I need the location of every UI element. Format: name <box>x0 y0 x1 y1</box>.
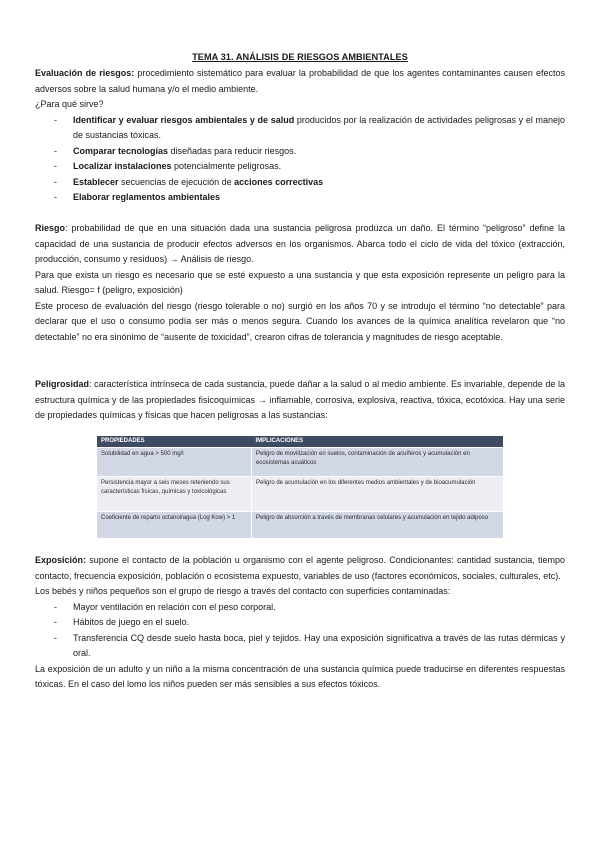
exposicion-term: Exposición: <box>35 555 87 565</box>
table-cell: Peligro de absorción a través de membranas celulares y acumulación en tejido adiposo <box>252 512 504 539</box>
exposicion-list <box>35 600 565 662</box>
riesgo-paragraph-2: Para que exista un riesgo es necesario que se esté expuesto a una sustancia y que esta exposición represente un peligro para la salud. Riesgo= f (peligro, exposición) <box>35 269 565 295</box>
table-cell: Persistencia mayor a seis meses reteniendo sus características físicas, químicas y toxicológicas <box>97 477 252 512</box>
exposicion-paragraph-3: La exposición de un adulto y un niño a la misma concentración de una sustancia química puede traducirse en diferentes respuestas tóxicas. En el caso del lomo los niños pueden ser más sensibles a sus efectos tóxicos. <box>35 663 565 689</box>
properties-table <box>97 436 503 538</box>
list-item: - Identificar y evaluar riesgos ambientales y de salud producidos por la realización de actividades peligrosas y el manejo de sustancias tóxicas. <box>54 114 566 140</box>
evaluacion-definition: procedimiento sistemático para evaluar la probabilidad de que los agentes contaminantes causen efectos adversos sobre la salud humana y/o el medio ambiente. <box>35 68 565 94</box>
section-exposicion <box>35 553 565 693</box>
table-header-propiedades: PROPIEDADES <box>97 436 252 448</box>
table-row <box>97 477 503 512</box>
exposicion-paragraph-1: Exposición: supone el contacto de la población u organismo con el agente peligroso. Condicionantes: cantidad sustancia, tiempo contacto, frecuencia exposición, población o ecosistema expuesto, variables de uso (factores económicos, sociales, culturales, etc). <box>35 555 565 581</box>
section-evaluacion <box>35 66 565 206</box>
list-item: - Localizar instalaciones potencialmente peligrosas. <box>54 161 282 171</box>
riesgo-term: Riesgo <box>35 223 66 233</box>
evaluacion-question: ¿Para qué sirve? <box>35 99 104 109</box>
peligrosidad-paragraph: Peligrosidad: característica intrínseca de cada sustancia, puede dañar a la salud o al medio ambiente. Es invariable, depende de la estructura química y de las propiedades fisicoquímicas → inflamable, corrosiva, explosiva, reactiva, tóxica, ecotóxica. Hay una serie de propiedades químicas y físicas que hacen peligrosas a las sustancias: <box>35 379 565 420</box>
table-cell: Solubilidad en agua > 500 mg/l <box>97 448 252 477</box>
table-cell: Coeficiente de reparto octanol/agua (Log Kow) > 1 <box>97 512 252 539</box>
peligrosidad-term: Peligrosidad <box>35 379 90 389</box>
evaluacion-paragraph: Evaluación de riesgos: procedimiento sistemático para evaluar la probabilidad de que los agentes contaminantes causen efectos adversos sobre la salud humana y/o el medio ambiente. <box>35 68 565 94</box>
table-cell: Peligro de movilización en suelos, contaminación de acuíferos y acumulación en ecosistemas acuáticos <box>252 448 504 477</box>
list-item: - Transferencia CQ desde suelo hasta boca, piel y tejidos. Hay una exposición significativa a través de las rutas dérmicas y oral. <box>54 632 565 658</box>
list-item: - Mayor ventilación en relación con el peso corporal. <box>54 601 276 612</box>
table-row <box>97 448 503 477</box>
table-cell: Peligro de acumulación en los diferentes medios ambientales y de bioacumulación <box>252 477 504 512</box>
table-header-implicaciones: IMPLICACIONES <box>252 436 504 448</box>
section-riesgo <box>35 221 565 345</box>
evaluacion-term: Evaluación de riesgos <box>35 68 132 78</box>
section-peligrosidad <box>35 377 565 424</box>
page-title: TEMA 31. ANÁLISIS DE RIESGOS AMBIENTALES <box>192 52 408 62</box>
list-item: - Establecer secuencias de ejecución de acciones correctivas <box>54 176 324 187</box>
list-item: - Elaborar reglamentos ambientales <box>54 192 221 202</box>
riesgo-paragraph-1: Riesgo: probabilidad de que en una situación dada una sustancia peligrosa produzca un daño. El término “peligroso” define la capacidad de una sustancia de producir efectos adversos en los organismos. Abarca todo el ciclo de vida del tóxico (extracción, producción, consumo y residuos) → Análisis de riesgo. <box>35 223 565 264</box>
riesgo-paragraph-3: Este proceso de evaluación del riesgo (riesgo tolerable o no) surgió en los años 70 y se introdujo el término “no detectable” para declarar que el uso o consumo podía ser más o menos segura. Cuando los avances de la química analítica revelaron que “no detectable” no era sinónimo de “ausente de toxicidad”, crearon cifras de tolerancia y magnitudes de riesgo aceptable. <box>35 300 565 342</box>
list-item: - Hábitos de juego en el suelo. <box>54 617 190 627</box>
list-item: - Comparar tecnologías diseñadas para reducir riesgos. <box>54 145 297 156</box>
evaluacion-list <box>35 113 565 206</box>
exposicion-paragraph-2: Los bebés y niños pequeños son el grupo de riesgo a través del contacto con superficies contaminadas: <box>35 586 451 596</box>
table-header-row <box>97 436 503 448</box>
table-row <box>97 512 503 539</box>
